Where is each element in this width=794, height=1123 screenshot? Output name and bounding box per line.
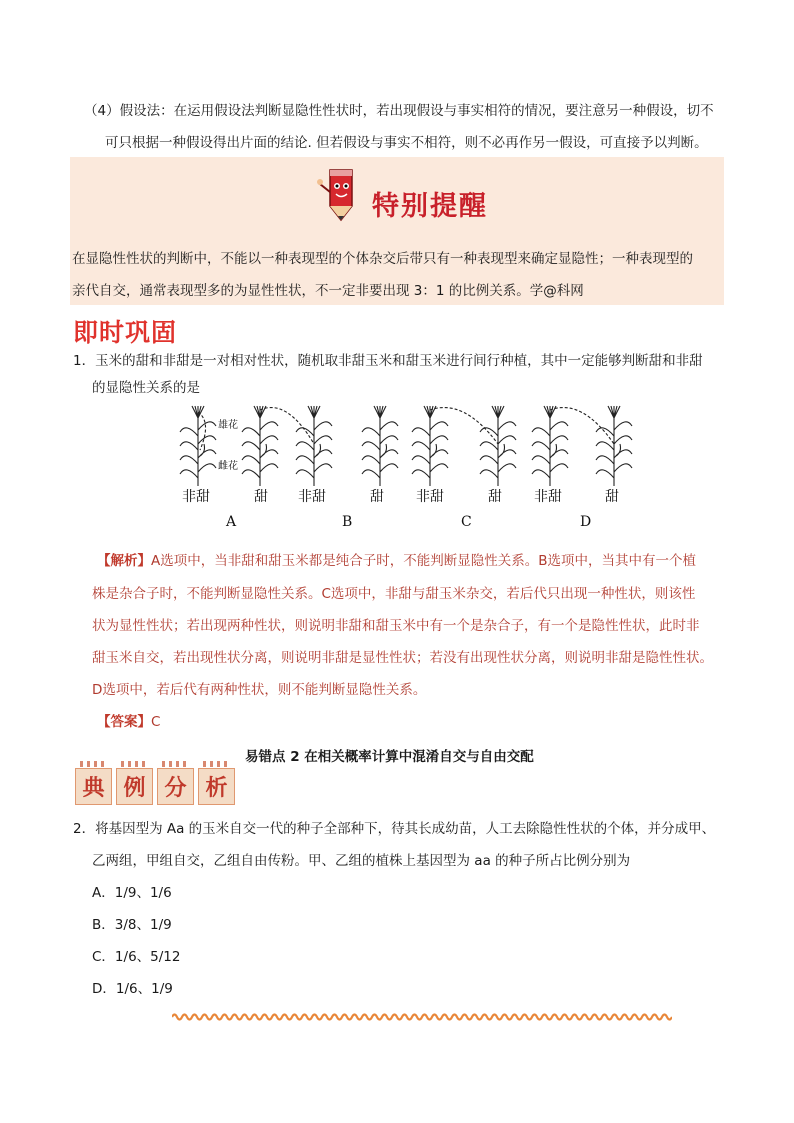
pencil-mascot-icon (316, 166, 366, 224)
analysis-tag: 【解析】 (97, 553, 151, 569)
corn-plant (242, 406, 278, 486)
corn-plant (412, 406, 448, 486)
corn-plant (296, 406, 332, 486)
example-analysis-banner (75, 768, 235, 805)
corn-plant (532, 406, 568, 486)
analysis-line-2: 株是杂合子时，不能判断显隐性关系。C选项中，非甜与甜玉米杂交，若后代只出现一种性状，则该性 (92, 586, 696, 602)
q1-line-1: 1．玉米的甜和非甜是一对相对性状，随机取非甜玉米和甜玉米进行间行种植，其中一定能够判断甜和非甜 (73, 353, 703, 369)
stamp-4: 析 (198, 768, 235, 805)
plant-label-2: 甜 (254, 489, 268, 505)
plant-label-4: 甜 (370, 489, 384, 505)
analysis-line-5: D选项中，若后代有两种性状，则不能判断显隐性关系。 (92, 682, 427, 698)
q2-option-c: C．1/6、5/12 (92, 949, 181, 965)
tip-line-2: 亲代自交，通常表现型多的为显性性状，不一定非要出现 3：1 的比例关系。学@科网 (72, 283, 584, 299)
analysis-line-1 (97, 551, 696, 571)
intro-line-2: 可只根据一种假设得出片面的结论. 但若假设与事实不相符，则不必再作另一假设，可直接予以判断。 (105, 135, 708, 151)
plant-label-1: 非甜 (182, 489, 210, 505)
plant-label-7: 非甜 (534, 489, 562, 505)
intro-line-1: （4）假设法：在运用假设法判断显隐性性状时，若出现假设与事实相符的情况，要注意另一种假设，切不 (84, 103, 714, 119)
q1-line-2: 的显隐性关系的是 (92, 380, 200, 396)
q2-line-1: 2．将基因型为 Aa 的玉米自交一代的种子全部种下，待其长成幼苗，人工去除隐性性状的个体，并分成甲、 (73, 821, 716, 837)
q2-option-b: B．3/8、1/9 (92, 917, 172, 933)
tip-line-1: 在显隐性性状的判断中，不能以一种表现型的个体杂交后带只有一种表现型来确定显隐性；一种表现型的 (72, 251, 693, 267)
female-flower-label: 雌花 (218, 461, 238, 472)
plant-label-6: 甜 (488, 489, 502, 505)
option-letter-a: A (226, 514, 237, 530)
pollination-arc (430, 408, 498, 444)
stamp-1: 典 (75, 768, 112, 805)
option-letter-b: B (342, 514, 353, 530)
wavy-divider (172, 1010, 672, 1024)
analysis-line-3: 状为显性性状；若出现两种性状，则说明非甜和甜玉米中有一个是杂合子，有一个是隐性性状，此时非 (92, 618, 700, 634)
answer-value: C (151, 714, 161, 730)
q2-option-a: A．1/9、1/6 (92, 885, 172, 901)
tip-title: 特别提醒 (372, 191, 488, 222)
option-letter-d: D (580, 514, 592, 530)
analysis-text-1: A选项中，当非甜和甜玉米都是纯合子时，不能判断显隐性关系。B选项中，当其中有一个植 (151, 553, 696, 569)
section-heading: 易错点 2 在相关概率计算中混淆自交与自由交配 (245, 749, 534, 765)
plant-label-3: 非甜 (298, 489, 326, 505)
answer-tag: 【答案】 (97, 714, 151, 730)
corn-plant (180, 406, 216, 486)
corn-plant (480, 406, 516, 486)
male-flower-label: 雄花 (218, 420, 238, 431)
corn-plants-figure (168, 404, 638, 534)
stamp-2: 例 (116, 768, 153, 805)
analysis-line-4: 甜玉米自交，若出现性状分离，则说明非甜是显性性状；若没有出现性状分离，则说明非甜是隐性性状。 (92, 650, 713, 666)
q2-option-d: D．1/6、1/9 (92, 981, 173, 997)
plant-label-5: 非甜 (416, 489, 444, 505)
q2-line-2: 乙两组，甲组自交，乙组自由传粉。甲、乙组的植株上基因型为 aa 的种子所占比例分别为 (92, 853, 631, 869)
option-letter-c: C (461, 514, 472, 530)
stamp-3: 分 (157, 768, 194, 805)
pollination-arc (550, 408, 614, 444)
corn-plant (362, 406, 398, 486)
plant-label-8: 甜 (605, 489, 619, 505)
consolidate-banner: 即时巩固 (73, 318, 178, 347)
corn-plant (596, 406, 632, 486)
pollination-arc (260, 408, 314, 444)
answer-line (97, 712, 160, 732)
